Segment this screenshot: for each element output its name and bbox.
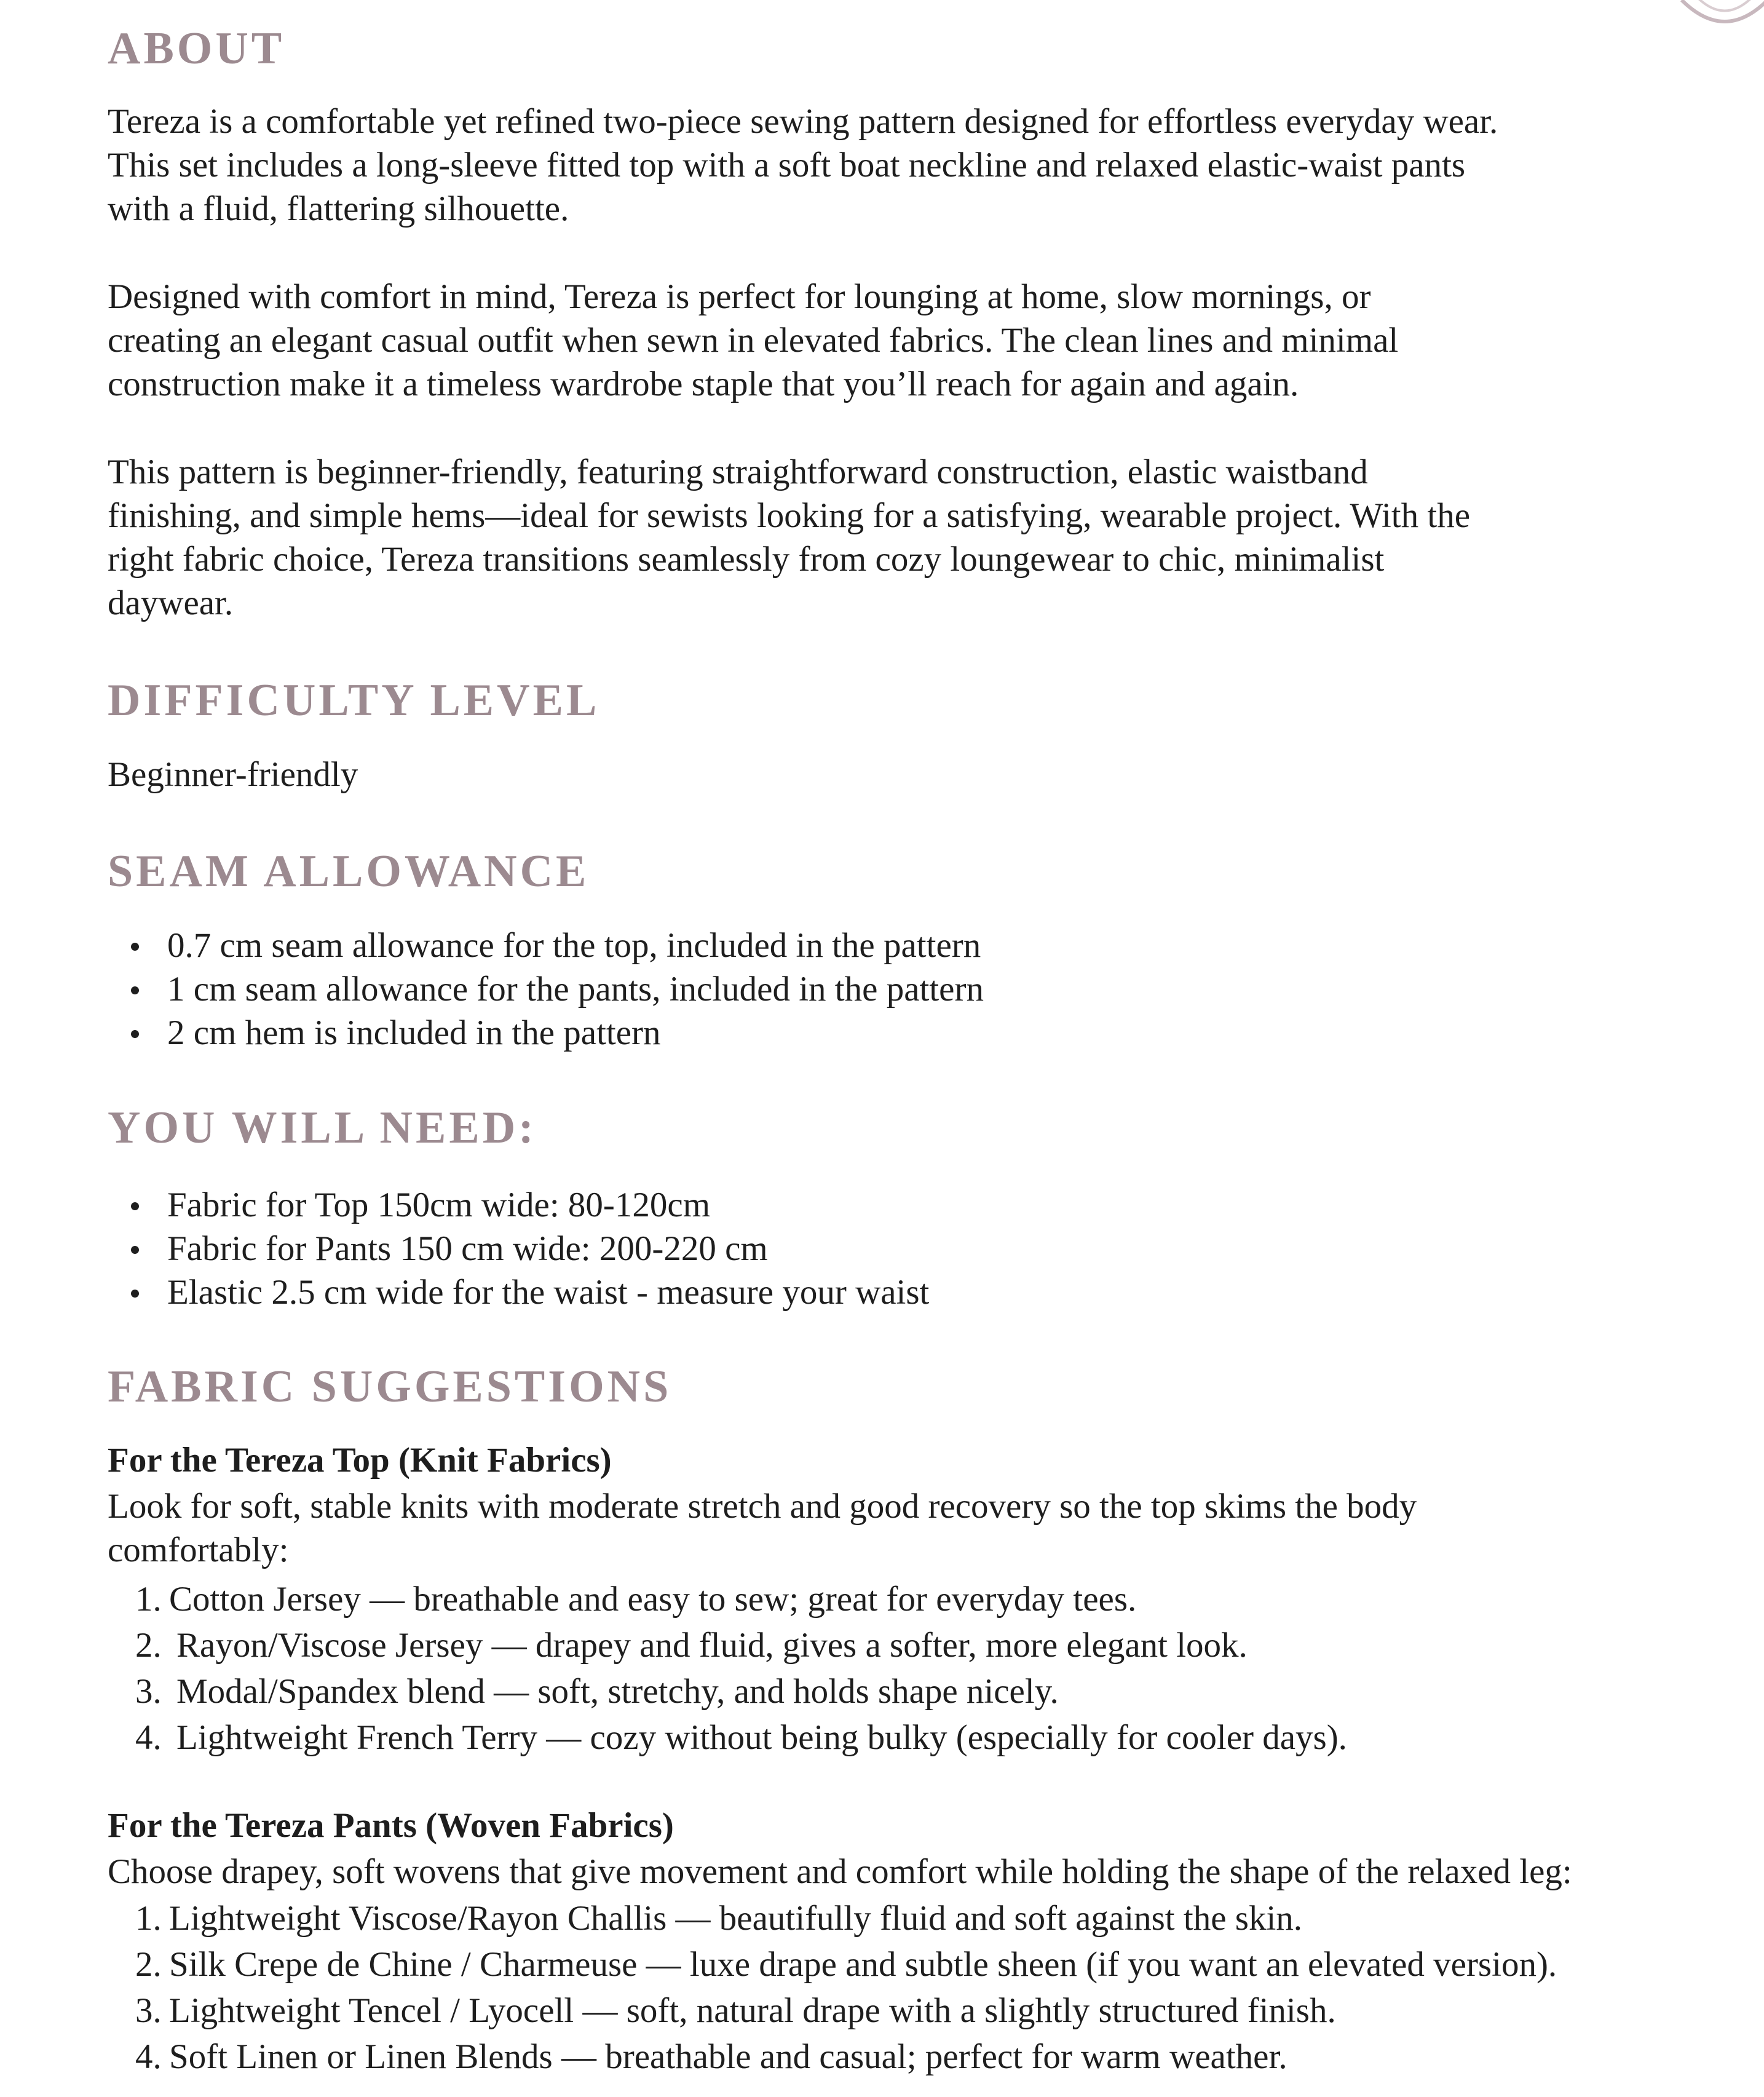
list-item [108, 1270, 929, 1314]
bullet-icon [131, 1202, 139, 1210]
pants-fabrics-intro [108, 1850, 1572, 1893]
top-fabrics-intro [108, 1485, 1417, 1572]
list-number: 2. [135, 1945, 162, 1984]
list-item-text: 1 cm seam allowance for the pants, included in the pattern [167, 970, 984, 1009]
list-item-text: Fabric for Pants 150 cm wide: 200-220 cm [167, 1229, 768, 1268]
about-p3-line-2: finishing, and simple hems—ideal for sewists looking for a satisfying, wearable project. With the [108, 496, 1471, 535]
about-p2-line-2: creating an elegant casual outfit when sewn in elevated fabrics. The clean lines and minimal [108, 321, 1399, 360]
list-item-text: Silk Crepe de Chine / Charmeuse — luxe drape and subtle sheen (if you want an elevated version). [169, 1945, 1557, 1984]
list-number: 3. [135, 1672, 162, 1711]
list-item-text: Elastic 2.5 cm wide for the waist - measure your waist [167, 1273, 930, 1312]
bullet-icon [131, 1030, 139, 1038]
list-item-text: 2 cm hem is included in the pattern [167, 1013, 661, 1052]
about-heading: ABOUT [108, 23, 285, 74]
list-item-text: Lightweight Tencel / Lyocell — soft, natural drape with a slightly structured finish. [169, 1991, 1336, 2030]
about-p2-line-1: Designed with comfort in mind, Tereza is perfect for lounging at home, slow mornings, or [108, 277, 1371, 316]
list-item-text: Fabric for Top 150cm wide: 80-120cm [167, 1186, 711, 1224]
about-p1-line-2: This set includes a long-sleeve fitted top with a soft boat neckline and relaxed elastic-waist pants [108, 146, 1466, 184]
list-number: 3. [135, 1991, 162, 2030]
list-number: 4. [135, 2037, 162, 2076]
top-intro-line-1: Look for soft, stable knits with moderate stretch and good recovery so the top skims the body [108, 1487, 1417, 1526]
list-item [108, 924, 984, 967]
you-will-need-list [108, 1183, 929, 1314]
about-paragraph-2 [108, 275, 1398, 406]
top-intro-line-2: comfortably: [108, 1531, 289, 1569]
bullet-icon [131, 1246, 139, 1254]
list-item-text: Lightweight Viscose/Rayon Challis — beautifully fluid and soft against the skin. [169, 1899, 1303, 1938]
pants-fabrics-title: For the Tereza Pants (Woven Fabrics) [108, 1806, 674, 1845]
about-p3-line-1: This pattern is beginner-friendly, featuring straightforward construction, elastic waistband [108, 453, 1368, 491]
list-item-text: Modal/Spandex blend — soft, stretchy, and holds shape nicely. [176, 1672, 1059, 1711]
about-paragraph-3 [108, 450, 1470, 625]
list-item [108, 967, 984, 1011]
bullet-icon [131, 986, 139, 994]
seam-allowance-heading: SEAM ALLOWANCE [108, 846, 590, 897]
bullet-icon [131, 943, 139, 951]
list-item-text: Rayon/Viscose Jersey — drapey and fluid, gives a softer, more elegant look. [176, 1626, 1248, 1665]
list-item-text: Cotton Jersey — breathable and easy to sew; great for everyday tees. [169, 1580, 1137, 1619]
about-p3-line-3: right fabric choice, Tereza transitions seamlessly from cozy loungewear to chic, minimalist [108, 540, 1385, 579]
list-item-text: Lightweight French Terry — cozy without being bulky (especially for cooler days). [176, 1718, 1347, 1757]
about-p3-line-4: daywear. [108, 584, 234, 622]
list-number: 2. [135, 1626, 162, 1665]
about-paragraph-1 [108, 100, 1498, 231]
you-will-need-heading: YOU WILL NEED: [108, 1103, 537, 1153]
list-item-text: Soft Linen or Linen Blends — breathable and casual; perfect for warm weather. [169, 2037, 1287, 2076]
list-item [108, 1011, 984, 1055]
pants-intro-line-1: Choose drapey, soft wovens that give movement and comfort while holding the shape of the relaxed leg: [108, 1852, 1572, 1891]
bullet-icon [131, 1290, 139, 1298]
about-p2-line-3: construction make it a timeless wardrobe staple that you’ll reach for again and again. [108, 365, 1299, 403]
about-p1-line-1: Tereza is a comfortable yet refined two-piece sewing pattern designed for effortless everyday wear. [108, 102, 1498, 141]
list-number: 1. [135, 1580, 162, 1619]
seam-allowance-list [108, 924, 984, 1055]
difficulty-value: Beginner-friendly [108, 755, 358, 794]
top-fabrics-title: For the Tereza Top (Knit Fabrics) [108, 1441, 612, 1480]
list-number: 1. [135, 1899, 162, 1938]
list-number: 4. [135, 1718, 162, 1757]
fabric-suggestions-heading: FABRIC SUGGESTIONS [108, 1362, 672, 1412]
about-p1-line-3: with a fluid, flattering silhouette. [108, 189, 569, 228]
list-item [108, 1183, 929, 1227]
difficulty-heading: DIFFICULTY LEVEL [108, 675, 600, 726]
list-item-text: 0.7 cm seam allowance for the top, included in the pattern [167, 926, 981, 965]
list-item [108, 1227, 929, 1270]
corner-ornament-icon [1669, 0, 1764, 31]
